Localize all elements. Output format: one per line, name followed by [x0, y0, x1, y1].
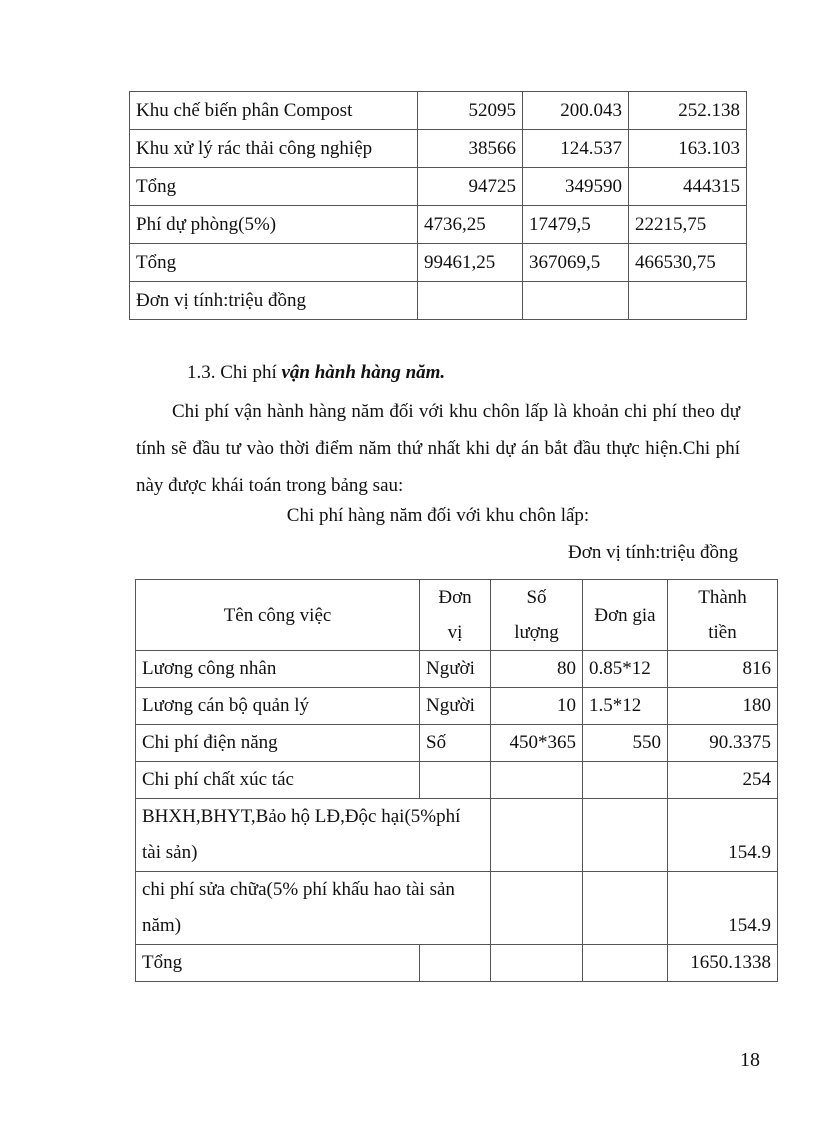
table-cell: 80 — [491, 651, 583, 688]
table-cell: Tổng — [130, 168, 418, 206]
table-cell: 550 — [583, 725, 668, 762]
header-unit-line2: vị — [447, 622, 463, 643]
header-unit — [420, 580, 491, 651]
table-cell: Khu xử lý rác thải công nghiệp — [130, 130, 418, 168]
table-cell: 466530,75 — [629, 244, 747, 282]
header-amount-line1: Thành — [698, 587, 747, 608]
table-row — [130, 244, 747, 282]
table-cell — [420, 762, 491, 799]
table-row — [136, 799, 778, 872]
page-number: 18 — [740, 1049, 760, 1071]
table-cell — [491, 762, 583, 799]
table-cell: 154.9 — [668, 799, 778, 872]
table-cell — [583, 945, 668, 982]
table-cell: 444315 — [629, 168, 747, 206]
table-cell: 38566 — [418, 130, 523, 168]
header-price: Đơn gia — [583, 580, 668, 651]
table-row — [130, 130, 747, 168]
table-cell: 254 — [668, 762, 778, 799]
table-cell: Lương cán bộ quản lý — [136, 688, 420, 725]
table-row — [136, 688, 778, 725]
body-paragraph: Chi phí vận hành hàng năm đối với khu chôn lấp là khoản chi phí theo dự tính sẽ đầu tư vào thời điểm năm thứ nhất khi dự án bắt đầu thực hiện.Chi phí này được khái toán trong bảng sau: — [136, 401, 740, 496]
table-cell: 349590 — [523, 168, 629, 206]
unit-note: Đơn vị tính:triệu đồng — [568, 542, 738, 563]
table-row — [136, 725, 778, 762]
table-cell: 1650.1338 — [668, 945, 778, 982]
table-cell — [420, 945, 491, 982]
table-cell: Người — [420, 688, 491, 725]
table-cell: chi phí sửa chữa(5% phí khấu hao tài sản năm) — [136, 872, 491, 945]
table-cell: 450*365 — [491, 725, 583, 762]
table-cell — [491, 945, 583, 982]
table-row — [130, 168, 747, 206]
table-header-row — [136, 580, 778, 651]
table-cell: Tổng — [136, 945, 420, 982]
table-cell — [418, 282, 523, 320]
table-cell — [583, 762, 668, 799]
table-row — [130, 92, 747, 130]
table-cell — [583, 799, 668, 872]
table-row — [130, 282, 747, 320]
table-cell: 180 — [668, 688, 778, 725]
table-cell: Tổng — [130, 244, 418, 282]
table-row — [136, 872, 778, 945]
table-cell — [491, 799, 583, 872]
table-cell: 17479,5 — [523, 206, 629, 244]
table-cell: 10 — [491, 688, 583, 725]
table-row — [136, 762, 778, 799]
table-cell: 99461,25 — [418, 244, 523, 282]
section-heading — [187, 362, 445, 384]
table-cell — [629, 282, 747, 320]
table-cell: Chi phí điện năng — [136, 725, 420, 762]
table-cell: 124.537 — [523, 130, 629, 168]
table-cell: Phí dự phòng(5%) — [130, 206, 418, 244]
header-qty — [491, 580, 583, 651]
table-cell: Khu chế biến phân Compost — [130, 92, 418, 130]
table-cell: 4736,25 — [418, 206, 523, 244]
table-cell — [491, 872, 583, 945]
table-cell: Người — [420, 651, 491, 688]
section-title: vận hành hàng năm. — [281, 362, 446, 383]
table-row — [136, 651, 778, 688]
table-caption: Chi phí hàng năm đối với khu chôn lấp: — [286, 505, 590, 526]
table-cell: 154.9 — [668, 872, 778, 945]
table-cell: 22215,75 — [629, 206, 747, 244]
table-row — [130, 206, 747, 244]
table-cell: 200.043 — [523, 92, 629, 130]
header-qty-line1: Số — [526, 587, 547, 608]
table-cell: 367069,5 — [523, 244, 629, 282]
header-task: Tên công việc — [136, 580, 420, 651]
table-cell: 252.138 — [629, 92, 747, 130]
header-qty-line2: lượng — [514, 622, 559, 643]
table-cell: 94725 — [418, 168, 523, 206]
table-cell — [523, 282, 629, 320]
cost-summary-table — [129, 91, 747, 320]
table-cell — [583, 872, 668, 945]
header-amount — [668, 580, 778, 651]
table-cell: 1.5*12 — [583, 688, 668, 725]
section-number: 1.3. Chi phí — [187, 362, 282, 383]
table-cell: Chi phí chất xúc tác — [136, 762, 420, 799]
table-cell: Lương công nhân — [136, 651, 420, 688]
table-cell: 163.103 — [629, 130, 747, 168]
table-cell: Số — [420, 725, 491, 762]
table-cell: Đơn vị tính:triệu đồng — [130, 282, 418, 320]
header-amount-line2: tiền — [708, 622, 737, 643]
annual-cost-table — [135, 579, 778, 982]
table-cell: 816 — [668, 651, 778, 688]
table-cell: 52095 — [418, 92, 523, 130]
table-cell: 0.85*12 — [583, 651, 668, 688]
table-cell: 90.3375 — [668, 725, 778, 762]
table-row — [136, 945, 778, 982]
header-unit-line1: Đơn — [438, 587, 472, 608]
table-cell: BHXH,BHYT,Bảo hộ LĐ,Độc hại(5%phí tài sản) — [136, 799, 491, 872]
